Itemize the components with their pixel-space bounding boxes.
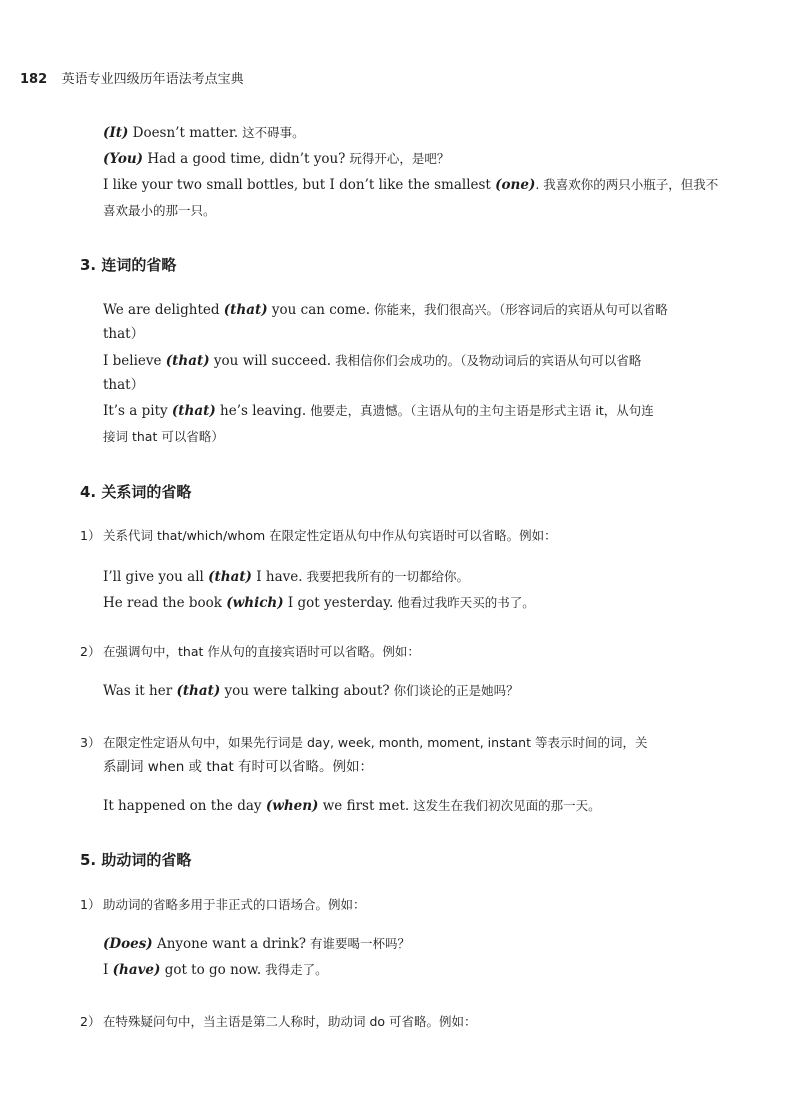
item-text: 在特殊疑问句中，当主语是第二人称时，助动词 do 可省略。例如：	[103, 1014, 477, 1029]
item-text: 在强调句中，that 作从句的直接宾语时可以省略。例如：	[103, 644, 420, 659]
example-line	[103, 935, 410, 953]
numbered-item	[80, 896, 366, 914]
english-text: It’s a pity	[103, 403, 172, 419]
english-text: It happened on the day	[103, 798, 266, 814]
omitted-word: (that)	[176, 683, 221, 699]
english-text: you were talking about?	[220, 683, 390, 699]
item-text: 助动词的省略多用于非正式的口语场合。例如：	[103, 897, 366, 912]
section-heading-5: 5. 助动词的省略	[80, 851, 192, 869]
english-text: I have.	[251, 569, 303, 585]
english-text: I	[103, 962, 113, 978]
example-line	[103, 301, 668, 319]
omitted-word: (that)	[165, 353, 210, 369]
item-number: 2）	[80, 1014, 101, 1029]
english-text: I got yesterday.	[283, 595, 394, 611]
chinese-translation: 这发生在我们初次见面的那一天。	[409, 798, 601, 813]
chinese-translation: 他要走，真遗憾。（主语从句的主句主语是形式主语 it，从句连	[306, 403, 654, 418]
english-text: he’s leaving.	[215, 403, 307, 419]
chinese-translation: 喜欢最小的那一只。	[103, 203, 216, 218]
omitted-word: (that)	[223, 302, 268, 318]
section-heading-3: 3. 连词的省略	[80, 256, 177, 274]
omitted-word: (which)	[226, 595, 284, 611]
omitted-word: (You)	[103, 151, 144, 167]
english-text: I’ll give you all	[103, 569, 209, 585]
item-text: 关系代词 that/which/whom 在限定性定语从句中作从句宾语时可以省略。例如：	[103, 528, 557, 543]
example-line	[103, 150, 449, 168]
item-number: 2）	[80, 644, 101, 659]
english-text: I believe	[103, 353, 166, 369]
example-line	[103, 402, 654, 420]
omitted-word: (that)	[208, 569, 252, 585]
english-text: got to go now.	[160, 962, 262, 978]
chinese-translation: 我相信你们会成功的。（及物动词后的宾语从句可以省略	[331, 353, 642, 368]
numbered-item	[80, 643, 420, 661]
english-text: we first met.	[318, 798, 410, 814]
page-header	[20, 68, 244, 87]
chinese-translation: 你能来，我们很高兴。（形容词后的宾语从句可以省略	[370, 302, 668, 317]
chinese-translation: 你们谈论的正是她吗？	[389, 683, 519, 698]
example-line-continued	[103, 202, 216, 220]
example-line	[103, 176, 718, 194]
english-text: you will succeed.	[209, 353, 332, 369]
example-line	[103, 594, 535, 612]
book-title: 英语专业四级历年语法考点宝典	[61, 72, 244, 87]
example-line	[103, 568, 469, 586]
omitted-word: (have)	[112, 962, 161, 978]
numbered-item	[80, 734, 647, 752]
english-text: He read the book	[103, 595, 227, 611]
chinese-translation: . 我喜欢你的两只小瓶子，但我不	[535, 177, 719, 192]
item-number: 3）	[80, 735, 101, 750]
example-line	[103, 797, 601, 815]
english-text: We are delighted	[103, 302, 224, 318]
example-line-continued: 接词 that 可以省略）	[103, 429, 224, 444]
chinese-translation: 这不碍事。	[238, 125, 305, 140]
section-heading-4: 4. 关系词的省略	[80, 483, 192, 501]
english-text: I like your two small bottles, but I don’t like the smallest	[103, 177, 496, 193]
page-number: 182	[20, 72, 48, 87]
chinese-translation: 我得走了。	[261, 962, 328, 977]
example-line-continued: that）	[103, 326, 145, 342]
english-text: Was it her	[103, 683, 177, 699]
omitted-word: (when)	[265, 798, 319, 814]
chinese-translation: 有谁要喝一杯吗？	[306, 936, 411, 951]
item-number: 1）	[80, 528, 101, 543]
example-line	[103, 124, 305, 142]
example-line	[103, 352, 641, 370]
english-text: you can come.	[267, 302, 371, 318]
english-text: Doesn’t matter.	[128, 125, 239, 141]
english-text: Had a good time, didn’t you?	[143, 151, 346, 167]
example-line	[103, 961, 328, 979]
example-line-continued: that）	[103, 377, 145, 393]
item-text: 在限定性定语从句中，如果先行词是 day, week, month, moment, instant 等表示时间的词，关	[103, 735, 648, 750]
numbered-item	[80, 527, 557, 545]
omitted-word: (one)	[495, 177, 536, 193]
omitted-word: (It)	[103, 125, 129, 141]
chinese-translation: 我要把我所有的一切都给你。	[302, 569, 470, 584]
chinese-translation: 他看过我昨天买的书了。	[393, 595, 535, 610]
item-number: 1）	[80, 897, 101, 912]
chinese-translation: 玩得开心，是吧？	[345, 151, 450, 166]
example-line	[103, 682, 519, 700]
omitted-word: (Does)	[103, 936, 153, 952]
numbered-item	[80, 1013, 477, 1031]
item-text-continued: 系副词 when 或 that 有时可以省略。例如：	[103, 759, 374, 775]
omitted-word: (that)	[171, 403, 216, 419]
english-text: Anyone want a drink?	[152, 936, 307, 952]
